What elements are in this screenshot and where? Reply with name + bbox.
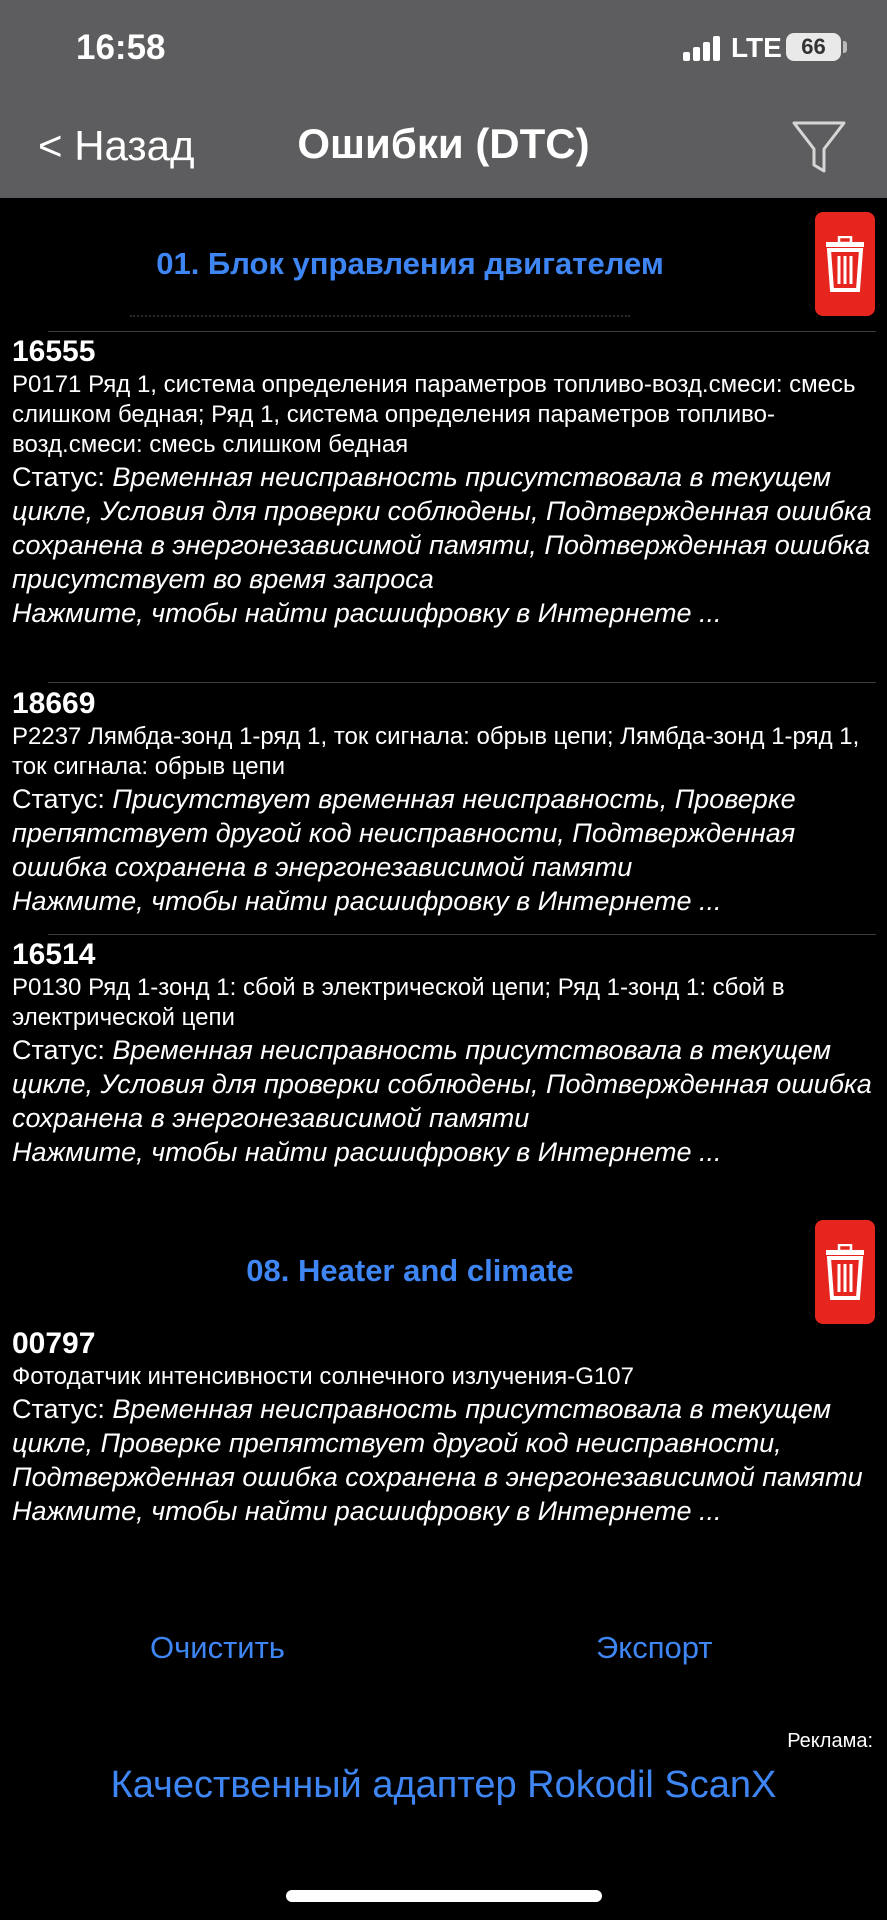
status-text: Временная неисправность присутствовала в текущем цикле, Условия для проверки соблюдены, Подтвержденная ошибка сохранена в энергонезависимой памяти xyxy=(12,1035,872,1133)
dtc-status xyxy=(12,460,877,596)
dtc-item-16514[interactable] xyxy=(12,937,877,1169)
signal-strength-icon xyxy=(683,35,723,61)
dtc-description: P0130 Ряд 1-зонд 1: сбой в электрической цепи; Ряд 1-зонд 1: сбой в электрической цепи xyxy=(12,974,785,1031)
dtc-item-16555[interactable] xyxy=(12,334,877,630)
filter-icon[interactable] xyxy=(790,117,848,177)
divider xyxy=(48,331,876,332)
dtc-status xyxy=(12,1033,877,1135)
battery-icon: 66 xyxy=(786,33,841,61)
divider xyxy=(48,682,876,683)
status-label: Статус: xyxy=(12,1035,105,1065)
page-title: Ошибки (DTC) xyxy=(297,120,590,167)
dtc-code: 16555 xyxy=(12,335,96,368)
search-online-link[interactable]: Нажмите, чтобы найти расшифровку в Интернете ... xyxy=(12,1137,722,1167)
navigation-header xyxy=(0,0,887,198)
section-separator xyxy=(130,315,630,317)
ad-link[interactable]: Качественный адаптер Rokodil ScanX xyxy=(110,1764,777,1806)
home-indicator[interactable] xyxy=(286,1890,602,1902)
status-text: Присутствует временная неисправность, Проверке препятствует другой код неисправности, Подтвержденная ошибка сохранена в энергонезависимой памяти xyxy=(12,784,796,882)
trash-icon xyxy=(824,1244,866,1300)
search-online-link[interactable]: Нажмите, чтобы найти расшифровку в Интернете ... xyxy=(12,598,722,628)
divider xyxy=(48,934,876,935)
battery-tip xyxy=(843,41,847,53)
section-title-heater: 08. Heater and climate xyxy=(246,1253,574,1288)
dtc-status xyxy=(12,1392,877,1494)
status-label: Статус: xyxy=(12,462,105,492)
status-text: Временная неисправность присутствовала в текущем цикле, Условия для проверки соблюдены, Подтвержденная ошибка сохранена в энергонезависимой памяти, Подтвержденная ошибка присутствует во время запроса xyxy=(12,462,872,594)
status-text: Временная неисправность присутствовала в текущем цикле, Проверке препятствует другой код неисправности, Подтвержденная ошибка сохранена в энергонезависимой памяти xyxy=(12,1394,863,1492)
delete-section-engine-button[interactable] xyxy=(815,212,875,316)
search-online-link[interactable]: Нажмите, чтобы найти расшифровку в Интернете ... xyxy=(12,886,722,916)
dtc-code: 16514 xyxy=(12,938,96,971)
dtc-description: Фотодатчик интенсивности солнечного излучения-G107 xyxy=(12,1363,634,1390)
network-type: LTE xyxy=(731,32,782,63)
dtc-item-00797[interactable] xyxy=(12,1326,877,1528)
back-button[interactable]: < Назад xyxy=(38,122,195,169)
dtc-item-18669[interactable] xyxy=(12,686,877,918)
dtc-code: 00797 xyxy=(12,1327,96,1360)
dtc-description: P2237 Лямбда-зонд 1-ряд 1, ток сигнала: обрыв цепи; Лямбда-зонд 1-ряд 1, ток сигнала: обрыв цепи xyxy=(12,723,860,780)
status-label: Статус: xyxy=(12,784,105,814)
search-online-link[interactable]: Нажмите, чтобы найти расшифровку в Интернете ... xyxy=(12,1496,722,1526)
dtc-description: P0171 Ряд 1, система определения параметров топливо-возд.смеси: смесь слишком бедная; Ряд 1, система определения параметров топливо-возд.смеси: смесь слишком бедная xyxy=(12,371,856,458)
status-time: 16:58 xyxy=(76,28,166,67)
clear-button[interactable]: Очистить xyxy=(150,1630,285,1665)
section-title-engine: 01. Блок управления двигателем xyxy=(156,246,664,281)
status-label: Статус: xyxy=(12,1394,105,1424)
trash-icon xyxy=(824,236,866,292)
delete-section-heater-button[interactable] xyxy=(815,1220,875,1324)
ad-label: Реклама: xyxy=(787,1730,873,1752)
export-button[interactable]: Экспорт xyxy=(596,1630,713,1665)
dtc-status xyxy=(12,782,877,884)
dtc-code: 18669 xyxy=(12,687,96,720)
